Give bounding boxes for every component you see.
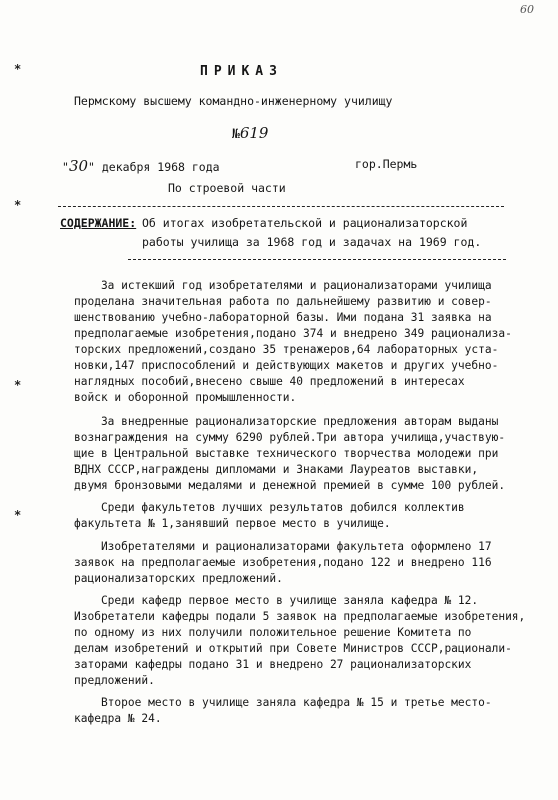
body-line: Изобретатели кафедры подали 5 заявок на предполагаемые изобретения, (74, 610, 526, 623)
document-title: ПРИКАЗ (200, 64, 283, 79)
body-line: Среди факультетов лучших результатов добился коллектив (74, 501, 465, 514)
punch-hole-mark: * (14, 508, 22, 522)
body-line: наглядных пособий,внесено свыше 40 предложений в интересах (74, 375, 465, 388)
body-line: предложений. (74, 674, 155, 687)
date-quote-open: " (62, 160, 69, 174)
body-line: ВДНХ СССР,награждены дипломами и Знаками Лауреатов выставки, (74, 463, 479, 476)
date-day-handwritten: 30 (68, 157, 89, 175)
body-line: щие в Центральной выставке технического творчества молодежи при (74, 447, 499, 460)
body-line: торских предложений,создано 35 тренажеров,64 лабораторных уста- (74, 343, 499, 356)
body-line: вознаграждения на сумму 6290 рублей.Три автора училища,участвую- (74, 431, 506, 444)
body-line: предполагаемые изобретения,подано 374 и внедрено 349 рационализа- (74, 327, 512, 340)
order-number-handwritten: 619 (239, 124, 269, 142)
body-line: шенствованию учебно-лабораторной базы. Ими подана 31 заявка на (74, 311, 492, 324)
body-line: заторами кафедры подано 31 и внедрено 27 рационализаторских (74, 658, 472, 671)
body-line: рационализаторских предложений. (74, 572, 283, 585)
body-line: новки,147 приспособлений и действующих макетов и других учебно- (74, 359, 499, 372)
content-text-line: работы училища за 1968 год и задачах на 1969 год. (142, 235, 482, 249)
punch-hole-mark: * (14, 198, 22, 212)
body-line: факультета № 1,занявший первое место в училище. (74, 517, 391, 530)
body-line: Изобретателями и рационализаторами факультета оформлено 17 (74, 540, 492, 553)
date-month-year: " декабря 1968 года (88, 160, 220, 174)
city: гор.Пермь (355, 157, 418, 171)
body-line: Среди кафедр первое место в училище заняла кафедра № 12. (74, 594, 479, 607)
department: По строевой части (168, 181, 286, 195)
body-line: заявок на предполагаемые изобретения,подано 122 и внедрено 116 (74, 556, 492, 569)
body-line: по одному из них получили положительное решение Комитета по (74, 626, 472, 639)
order-prefix: № (232, 127, 240, 142)
body-line: За внедренные рационализаторские предложения авторам выданы (74, 415, 499, 428)
punch-hole-mark: * (14, 62, 22, 76)
divider-bottom (128, 259, 506, 260)
divider-top (58, 206, 504, 207)
order-number (232, 124, 268, 142)
order-date (62, 157, 220, 175)
body-line: двумя бронзовыми медалями и денежной премией в сумме 100 рублей. (74, 479, 506, 492)
content-text-line: Об итогах изобретательской и рационализаторской (142, 216, 468, 230)
body-line: Второе место в училище заняла кафедра № 15 и третье место- (74, 696, 492, 709)
body-line: войск и оборонной промышленности. (74, 391, 297, 404)
body-line: За истекший год изобретателями и рационализаторами училища (74, 279, 492, 292)
addressee: Пермскому высшему командно-инженерному училищу (74, 94, 393, 108)
page-number: 60 (520, 3, 534, 16)
body-line: проделана значительная работа по дальнейшему развитию и совер- (74, 295, 492, 308)
body-line: кафедра № 24. (74, 712, 162, 725)
body-line: делам изобретений и открытий при Совете Министров СССР,рационали- (74, 642, 512, 655)
punch-hole-mark: * (14, 378, 22, 392)
content-label: СОДЕРЖАНИЕ: (60, 216, 137, 230)
